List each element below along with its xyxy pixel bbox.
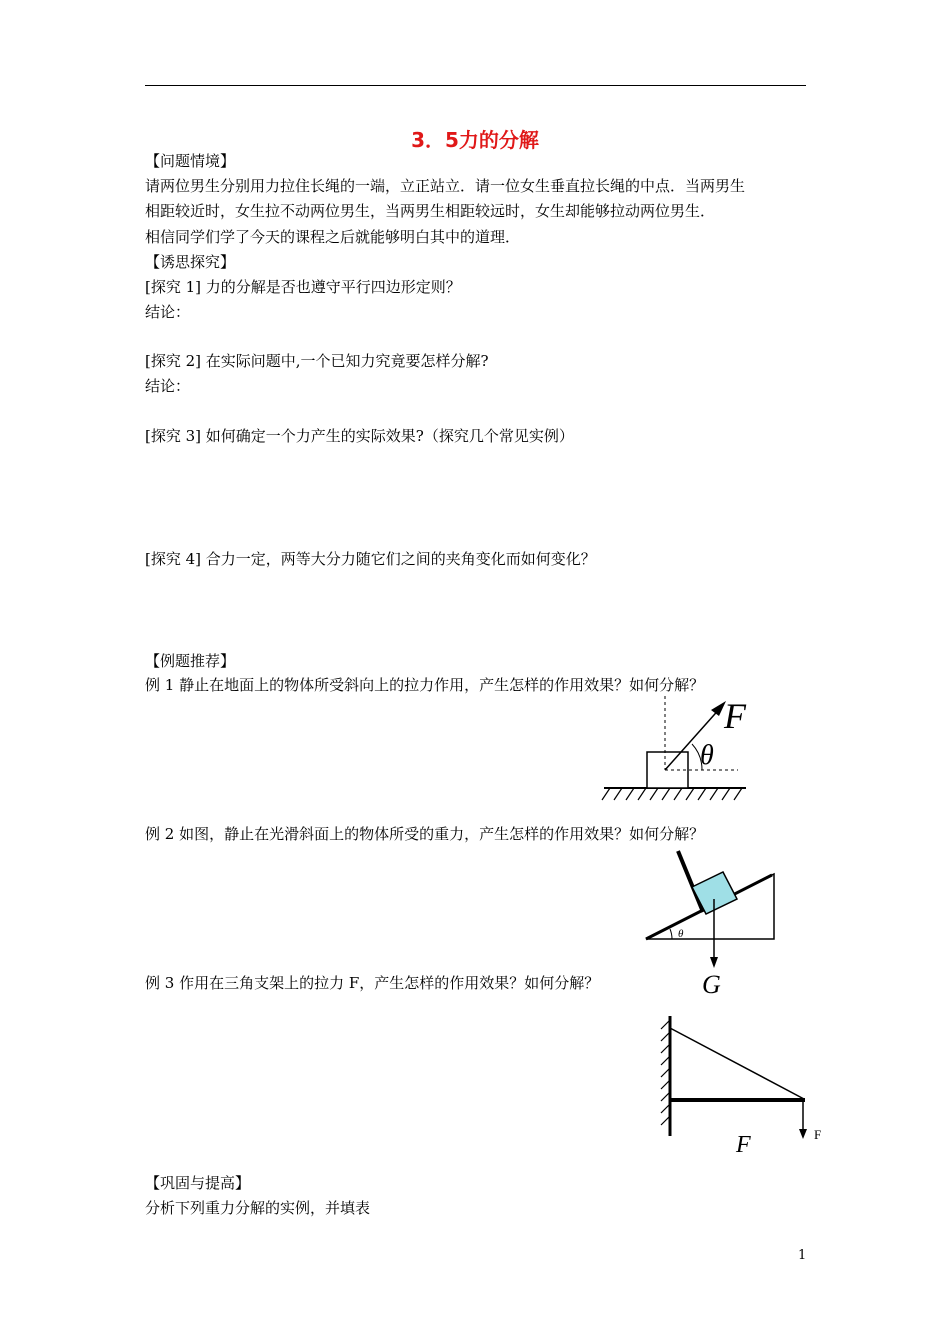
consolidate-line: 分析下列重力分解的实例，并填表 [145,1199,371,1217]
explore-heading: 【诱思探究】 [145,253,236,271]
incline-angle-label: θ [678,928,684,940]
normal-force-bar [678,851,703,912]
figure-pull-block [600,688,760,808]
load-arrow-head [799,1129,807,1139]
force-label-italic: F [736,1132,751,1158]
ground-hatching [602,788,742,800]
angle-label: θ [700,740,714,771]
example-1-text: 例 1 静止在地面上的物体所受斜向上的拉力作用，产生怎样的作用效果？如何分解？ [145,676,705,694]
explore-question-4: [探究 4] 合力一定，两等大分力随它们之间的夹角变化而如何变化？ [145,550,596,568]
header-rule [145,85,806,86]
situation-line-3: 相信同学们学了今天的课程之后就能够明白其中的道理． [145,228,521,246]
explore-question-2: [探究 2] 在实际问题中,一个已知力究竟要怎样分解? [145,352,489,370]
explore-conclusion-2: 结论： [145,377,191,395]
figure-bracket [650,1010,830,1160]
gravity-arrow-head [710,957,718,968]
bracket-rope [670,1028,804,1099]
gravity-label: G [702,970,721,999]
explore-conclusion-1: 结论： [145,303,191,321]
explore-question-1: [探究 1] 力的分解是否也遵守平行四边形定则？ [145,278,461,296]
consolidate-heading: 【巩固与提高】 [145,1174,251,1192]
situation-line-1: 请两位男生分别用力拉住长绳的一端，立正站立．请一位女生垂直拉长绳的中点．当两男生 [145,177,746,195]
example-3-text: 例 3 作用在三角支架上的拉力 F，产生怎样的作用效果？如何分解？ [145,974,600,992]
situation-line-2: 相距较近时，女生拉不动两位男生，当两男生相距较远时，女生却能够拉动两位男生． [145,202,716,220]
examples-heading: 【例题推荐】 [145,652,236,670]
figure-incline-block [640,845,785,1005]
explore-question-3: [探究 3] 如何确定一个力产生的实际效果?（探究几个常见实例） [145,427,574,445]
force-label: F [724,696,746,736]
page-title: 3．5力的分解 [411,128,539,152]
example-2-text: 例 2 如图，静止在光滑斜面上的物体所受的重力，产生怎样的作用效果？如何分解？ [145,825,705,843]
load-label: F [814,1127,822,1142]
page-number: 1 [798,1248,807,1263]
situation-heading: 【问题情境】 [145,152,236,170]
